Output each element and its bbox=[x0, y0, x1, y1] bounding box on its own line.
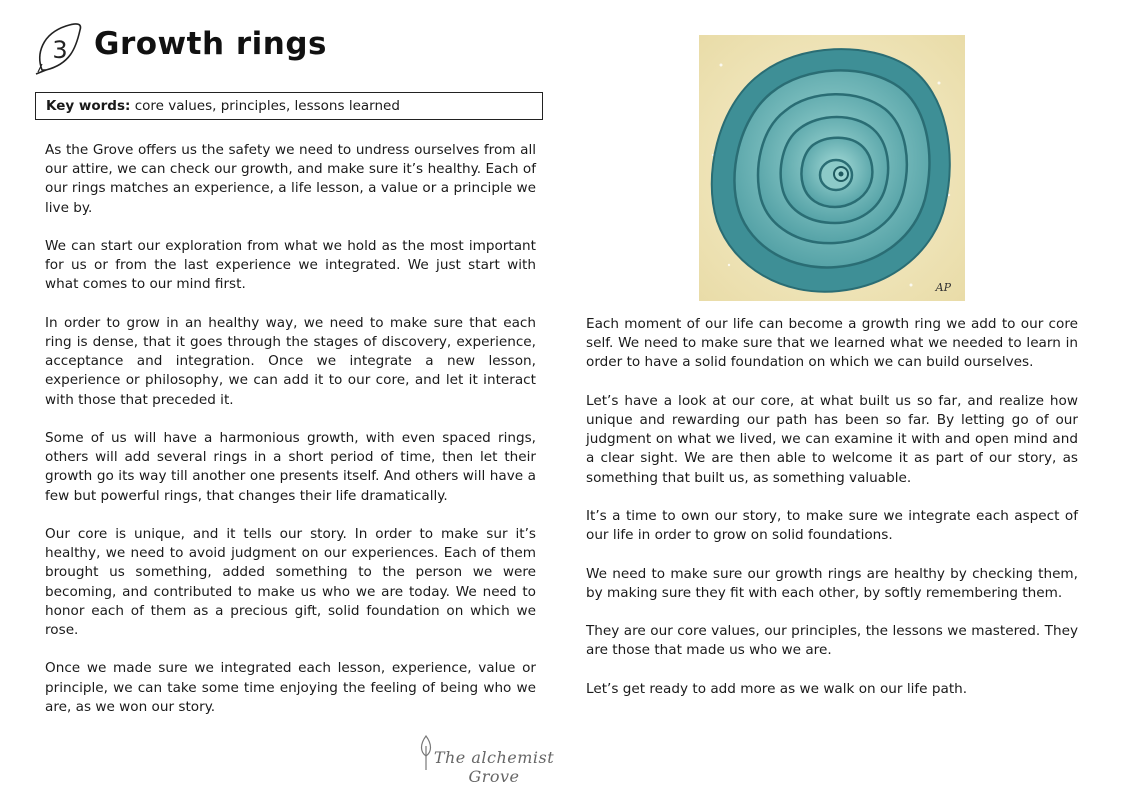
paragraph: Once we made sure we integrated each lesson, experience, value or principle, we can take some time enjoying the feeling of being who we are, as we won our story. bbox=[45, 660, 536, 715]
page-title: Growth rings bbox=[94, 26, 327, 62]
chapter-number: 3 bbox=[52, 36, 68, 64]
page-header bbox=[30, 18, 550, 78]
paragraph: As the Grove offers us the safety we need to undress ourselves from all our attire, we can check our growth, and make sure it’s healthy. Each of our rings matches an experience, a life lesson, a value or a principle we live by. bbox=[45, 142, 536, 216]
core-dot bbox=[839, 172, 844, 177]
paragraph: They are our core values, our principles, the lessons we mastered. They are those that made us who we are. bbox=[586, 623, 1078, 659]
footer-logo bbox=[414, 734, 574, 786]
footer-logo-text: The alchemist Grove bbox=[433, 748, 555, 786]
right-column bbox=[586, 315, 1078, 718]
paragraph: We need to make sure our growth rings are healthy by checking them, by making sure they fit with each other, by softly remembering them. bbox=[586, 565, 1078, 601]
keywords-box bbox=[35, 92, 543, 120]
paragraph: Let’s have a look at our core, at what built us so far, and realize how unique and rewarding our path has been so far. By letting go of our judgment on what we lived, we can examine it with and open mind and a clear sight. We are then able to welcome it as part of our story, as something that built us, as something valuable. bbox=[586, 392, 1078, 486]
paragraph: Each moment of our life can become a growth ring we add to our core self. We need to make sure that we learned what we needed to learn in order to have a solid foundation on which we can build ourselves. bbox=[586, 316, 1078, 371]
keywords-label: Key words: bbox=[46, 98, 131, 114]
paragraph: In order to grow in an healthy way, we need to make sure that each ring is dense, that it goes through the stages of discovery, experience, acceptance and integration. Once we integrate a new lesson, experience or philosophy, we can add it to our core, and let it interact with those that preceded it. bbox=[45, 314, 536, 408]
paragraph: Some of us will have a harmonious growth, with even spaced rings, others will add several rings in a short period of time, then let their growth go its way till another one presents itself. And others will have a few but powerful rings, that changes their life dramatically. bbox=[45, 430, 536, 504]
paragraph: Our core is unique, and it tells our story. In order to make sur it’s healthy, we need to avoid judgment on our experiences. Each of them brought us something, added something to the person we were becoming, and contributed to make us who we are today. We need to honor each of them as a precious gift, solid foundation on which we rose. bbox=[45, 526, 536, 639]
paragraph: It’s a time to own our story, to make sure we integrate each aspect of our life in order to grow on solid foundations. bbox=[586, 508, 1078, 544]
growth-rings-artwork bbox=[699, 35, 965, 301]
leaf-icon bbox=[32, 20, 84, 76]
left-column bbox=[45, 141, 536, 736]
paragraph: We can start our exploration from what we hold as the most important for us or from the last experience we integrated. We just start with what comes to our mind first. bbox=[45, 238, 536, 293]
paragraph: Let’s get ready to add more as we walk on our life path. bbox=[586, 680, 968, 697]
keywords-text: core values, principles, lessons learned bbox=[134, 98, 400, 114]
artist-signature: AP bbox=[935, 281, 951, 294]
